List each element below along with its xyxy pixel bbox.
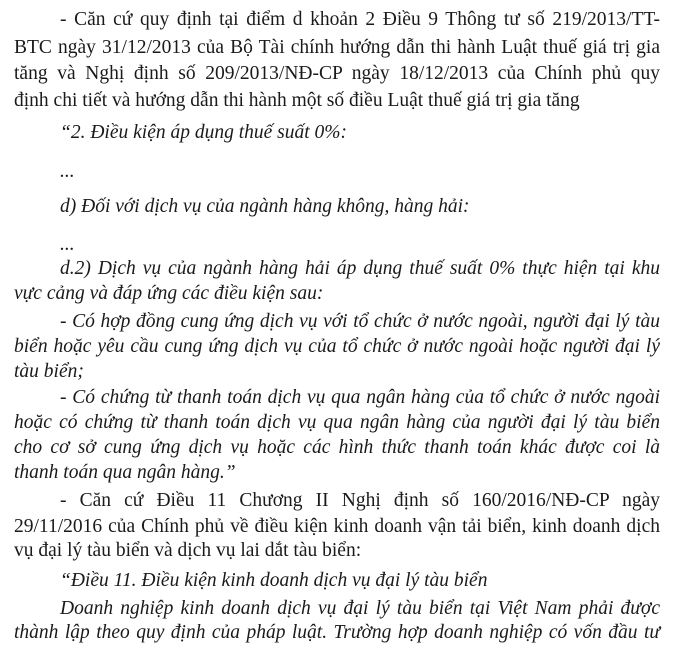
paragraph-line: BTC ngày 31/12/2013 của Bộ Tài chính hướng dẫn thi hành Luật thuế giá trị gia [14,37,660,58]
paragraph-line: định chi tiết và hướng dẫn thi hành một số điều Luật thuế giá trị gia tăng [14,90,580,111]
quote-line: - Có hợp đồng cung ứng dịch vụ với tổ chức ở nước ngoài, người đại lý tàu [60,311,660,332]
quote-line: “2. Điều kiện áp dụng thuế suất 0%: [60,122,348,143]
ellipsis-line: ... [60,161,75,182]
ellipsis-line: ... [60,234,75,255]
quote-line: cho cơ sở cung ứng dịch vụ hoặc các hình thức thanh toán khác được coi là [14,437,660,458]
quote-line: thanh toán qua ngân hàng.” [14,462,236,483]
paragraph-line: - Căn cứ quy định tại điểm d khoản 2 Điều 9 Thông tư số 219/2013/TT- [60,9,660,30]
quote-line: d) Đối với dịch vụ của ngành hàng không, hàng hải: [60,196,470,217]
paragraph-line: vụ đại lý tàu biển và dịch vụ lai dắt tàu biển: [14,540,362,561]
paragraph-line: - Căn cứ Điều 11 Chương II Nghị định số 160/2016/NĐ-CP ngày [60,490,660,511]
quote-heading: “Điều 11. Điều kiện kinh doanh dịch vụ đại lý tàu biển [60,570,488,591]
quote-line: Doanh nghiệp kinh doanh dịch vụ đại lý tàu biển tại Việt Nam phải được [60,598,660,619]
quote-line: hoặc có chứng từ thanh toán dịch vụ qua ngân hàng của người đại lý tàu biển [14,412,660,433]
quote-line: vực cảng và đáp ứng các điều kiện sau: [14,283,324,304]
paragraph-line: 29/11/2016 của Chính phủ về điều kiện kinh doanh vận tải biển, kinh doanh dịch [14,516,660,537]
quote-line: - Có chứng từ thanh toán dịch vụ qua ngân hàng của tổ chức ở nước ngoài [60,387,660,408]
paragraph-line: tăng và Nghị định số 209/2013/NĐ-CP ngày 18/12/2013 của Chính phủ quy [14,63,660,84]
quote-line: tàu biển; [14,361,84,382]
quote-line: thành lập theo quy định của pháp luật. Trường hợp doanh nghiệp có vốn đầu tư [14,622,660,643]
quote-line: biển hoặc yêu cầu cung ứng dịch vụ của tổ chức ở nước ngoài hoặc người đại lý [14,336,660,357]
quote-line: d.2) Dịch vụ của ngành hàng hải áp dụng thuế suất 0% thực hiện tại khu [60,258,660,279]
